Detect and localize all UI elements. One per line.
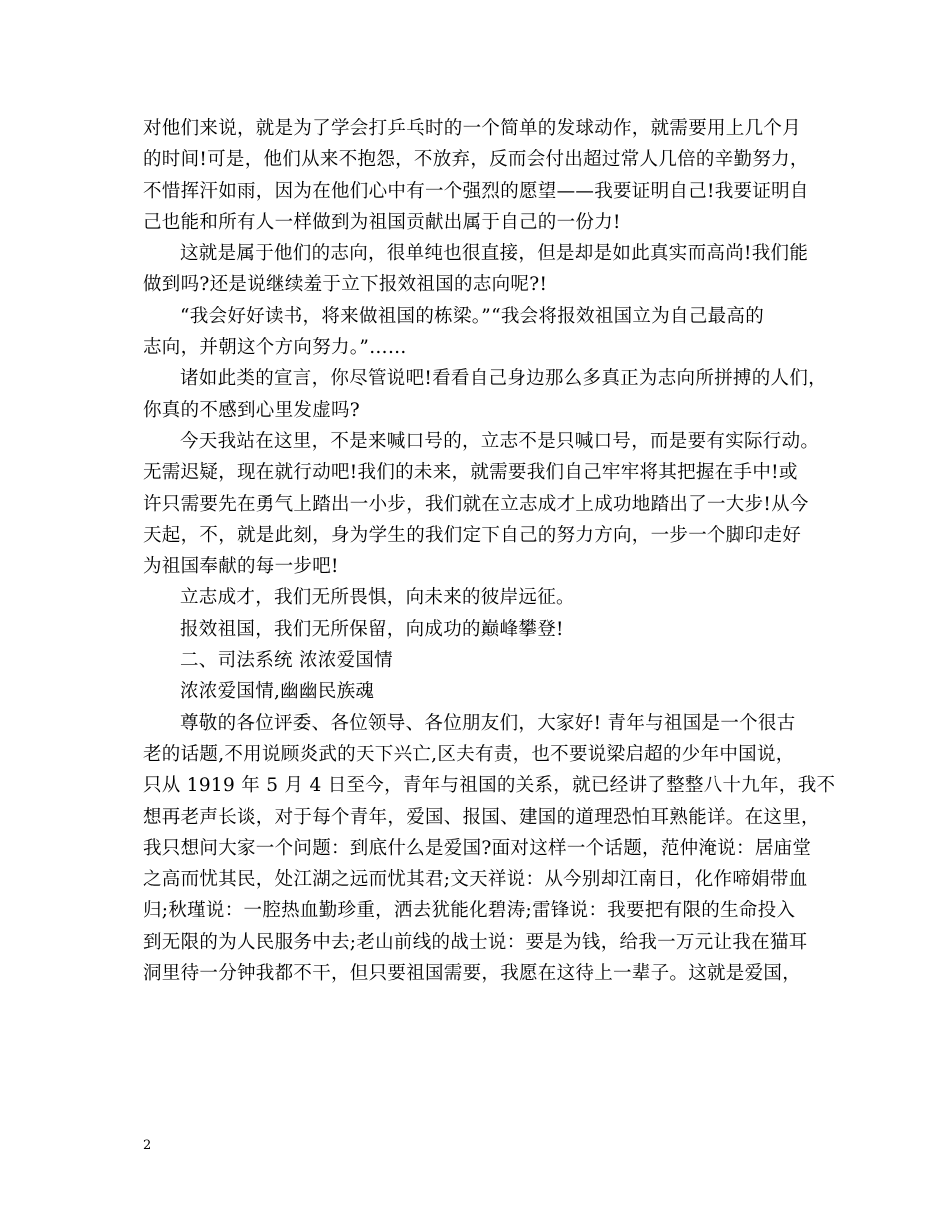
- text-line: 我只想问大家一个问题：到底什么是爱国?面对这样一个话题，范仲淹说：居庙堂: [143, 837, 812, 859]
- text-line: 这就是属于他们的志向，很单纯也很直接，但是却是如此真实而高尚!我们能: [180, 243, 809, 265]
- text-line: 天起，不，就是此刻，身为学生的我们定下自己的努力方向，一步一个脚印走好: [143, 524, 802, 546]
- text-line: 诸如此类的宣言，你尽管说吧!看看自己身边那么多真正为志向所拼搏的人们，: [180, 368, 827, 390]
- text-line: 你真的不感到心里发虚吗?: [143, 399, 361, 421]
- text-line: 洞里待一分钟我都不干，但只要祖国需要，我愿在这待上一辈子。这就是爱国，: [143, 963, 802, 985]
- text-line: 只从 1919 年 5 月 4 日至今，青年与祖国的关系，就已经讲了整整八十九年，我不: [143, 775, 836, 797]
- document-body: [143, 113, 836, 989]
- page-number: 2: [143, 1138, 152, 1153]
- text-line: 今天我站在这里，不是来喊口号的，立志不是只喊口号，而是要有实际行动。: [180, 430, 820, 452]
- text-line: 为祖国奉献的每一步吧!: [143, 556, 339, 578]
- text-line: 尊敬的各位评委、各位领导、各位朋友们，大家好! 青年与祖国是一个很古: [180, 712, 796, 734]
- text-line: 无需迟疑，现在就行动吧!我们的未来，就需要我们自己牢牢将其把握在手中!或: [143, 462, 798, 484]
- text-line: 想再老声长谈，对于每个青年，爱国、报国、建国的道理恐怕耳熟能详。在这里，: [143, 806, 820, 828]
- text-line: 对他们来说，就是为了学会打乒乓时的一个简单的发球动作，就需要用上几个月: [143, 118, 802, 139]
- text-line: 志向，并朝这个方向努力。”……: [143, 337, 407, 359]
- text-line: 立志成才，我们无所畏惧，向未来的彼岸远征。: [180, 587, 575, 609]
- text-line: 归;秋瑾说：一腔热血勤珍重，洒去犹能化碧涛;雷锋说：我要把有限的生命投入: [143, 900, 796, 922]
- text-line: “我会好好读书，将来做祖国的栋梁。”“我会将报效祖国立为自己最高的: [180, 305, 765, 327]
- text-line: 做到吗?还是说继续羞于立下报效祖国的志向呢?!: [143, 274, 548, 296]
- text-line: 的时间!可是，他们从来不抱怨，不放弃，反而会付出超过常人几倍的辛勤努力，: [143, 149, 809, 171]
- text-line: 己也能和所有人一样做到为祖国贡献出属于自己的一份力!: [143, 211, 621, 233]
- text-line: 老的话题,不用说顾炎武的天下兴亡,区夫有责，也不要说梁启超的少年中国说，: [143, 743, 795, 765]
- text-line: 报效祖国，我们无所保留，向成功的巅峰攀登!: [180, 618, 564, 640]
- text-line: 浓浓爱国情,幽幽民族魂: [180, 681, 375, 703]
- text-line: 之高而忧其民，处江湖之远而忧其君;文天祥说：从今别却江南日，化作啼娟带血: [143, 869, 808, 891]
- text-line: 不惜挥汗如雨，因为在他们心中有一个强烈的愿望——我要证明自己!我要证明自: [143, 180, 809, 202]
- text-line: 到无限的为人民服务中去;老山前线的战士说：要是为钱，给我一万元让我在猫耳: [143, 931, 808, 953]
- text-line: 许只需要先在勇气上踏出一小步，我们就在立志成才上成功地踏出了一大步!从今: [143, 493, 809, 515]
- text-line: 二、司法系统 浓浓爱国情: [180, 650, 393, 672]
